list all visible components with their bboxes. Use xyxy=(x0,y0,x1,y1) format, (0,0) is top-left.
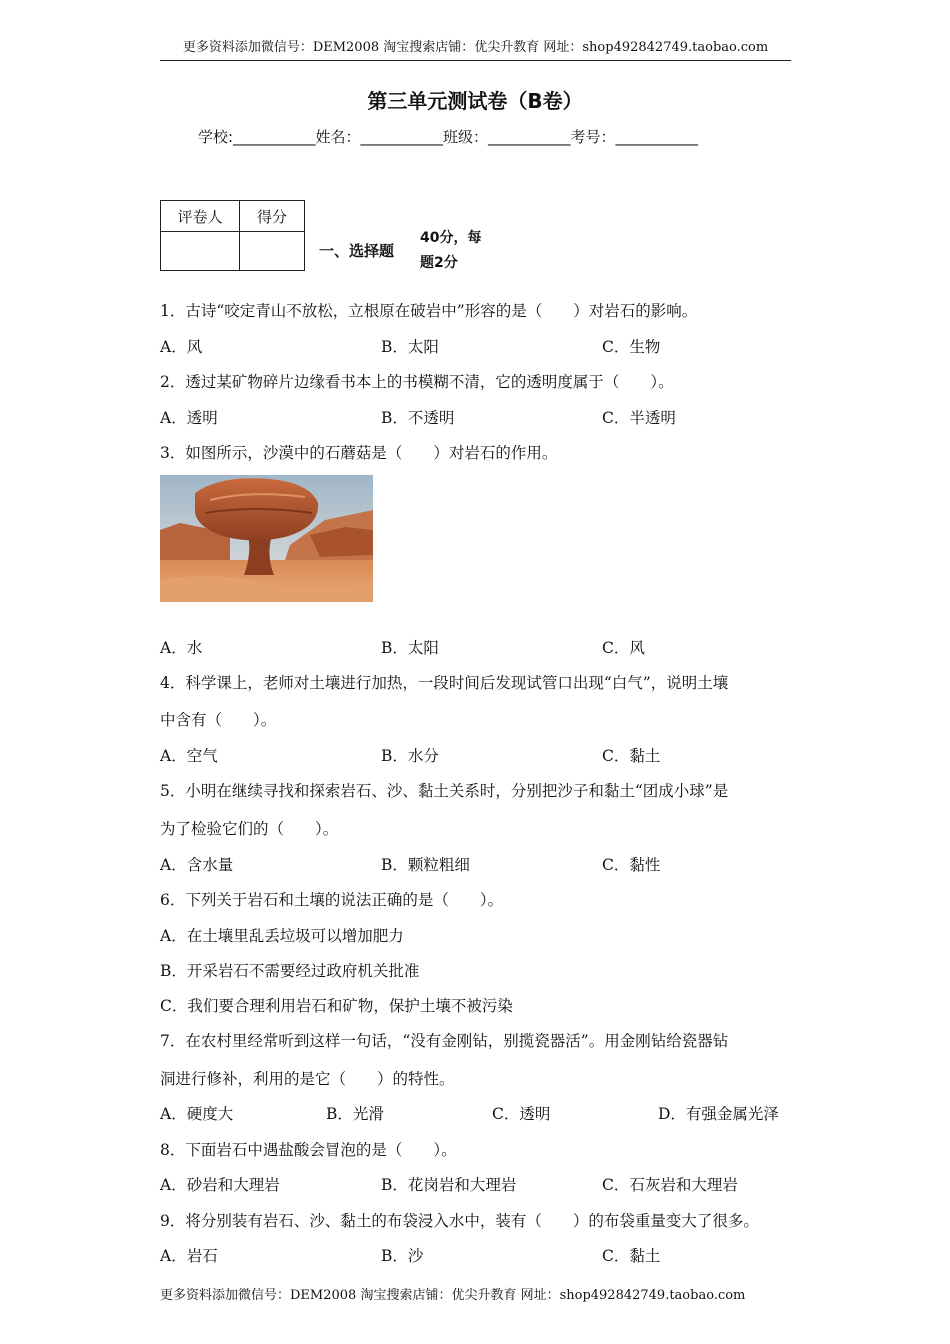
page-header: 更多资料添加微信号：DEM2008 淘宝搜索店铺：优尖升教育 网址：shop492842749.taobao.com xyxy=(160,38,791,61)
q3-option-c[interactable]: C．风 xyxy=(602,639,645,657)
question-2: 2．透过某矿物碎片边缘看书本上的书模糊不清，它的透明度属于（ ）。 xyxy=(160,373,674,391)
q8-option-b[interactable]: B．花岗岩和大理岩 xyxy=(381,1176,517,1194)
q7-option-c[interactable]: C．透明 xyxy=(492,1105,551,1123)
score-table xyxy=(160,200,305,271)
rock-mushroom-illustration xyxy=(160,475,373,602)
score-label: 得分 xyxy=(240,201,305,232)
question-9: 9．将分别装有岩石、沙、黏土的布袋浸入水中，装有（ ）的布袋重量变大了很多。 xyxy=(160,1212,759,1230)
q3-option-a[interactable]: A．水 xyxy=(160,639,203,657)
page-title: 第三单元测试卷（B卷） xyxy=(367,89,583,113)
question-3: 3．如图所示，沙漠中的石蘑菇是（ ）对岩石的作用。 xyxy=(160,444,558,462)
section-title: 一、选择题 xyxy=(319,242,395,260)
q5-option-a[interactable]: A．含水量 xyxy=(160,856,234,874)
q2-option-c[interactable]: C．半透明 xyxy=(602,409,676,427)
q9-option-c[interactable]: C．黏土 xyxy=(602,1247,661,1265)
q3-option-b[interactable]: B．太阳 xyxy=(381,639,439,657)
question-1: 1．古诗“咬定青山不放松，立根原在破岩中”形容的是（ ）对岩石的影响。 xyxy=(160,302,698,320)
score-cell[interactable] xyxy=(240,232,305,271)
q4-option-b[interactable]: B．水分 xyxy=(381,747,439,765)
section-note xyxy=(420,226,500,276)
grader-label: 评卷人 xyxy=(161,201,240,232)
question-6: 6．下列关于岩石和土壤的说法正确的是（ ）。 xyxy=(160,891,504,909)
q4-option-a[interactable]: A．空气 xyxy=(160,747,218,765)
question-5-line-2: 为了检验它们的（ ）。 xyxy=(160,820,339,838)
q9-option-a[interactable]: A．岩石 xyxy=(160,1247,218,1265)
q5-option-b[interactable]: B．颗粒粗细 xyxy=(381,856,470,874)
page-footer: 更多资料添加微信号：DEM2008 淘宝搜索店铺：优尖升教育 网址：shop492842749.taobao.com xyxy=(160,1288,746,1303)
q4-option-c[interactable]: C．黏土 xyxy=(602,747,661,765)
q8-option-c[interactable]: C．石灰岩和大理岩 xyxy=(602,1176,738,1194)
q7-option-d[interactable]: D．有强金属光泽 xyxy=(658,1105,779,1123)
question-5-line-1: 5．小明在继续寻找和探索岩石、沙、黏土关系时，分别把沙子和黏土“团成小球”是 xyxy=(160,782,729,800)
q6-option-c[interactable]: C．我们要合理利用岩石和矿物，保护土壤不被污染 xyxy=(160,997,513,1015)
question-8: 8．下面岩石中遇盐酸会冒泡的是（ ）。 xyxy=(160,1141,457,1159)
q5-option-c[interactable]: C．黏性 xyxy=(602,856,661,874)
q6-option-b[interactable]: B．开采岩石不需要经过政府机关批准 xyxy=(160,962,420,980)
q7-option-a[interactable]: A．硬度大 xyxy=(160,1105,234,1123)
q8-option-a[interactable]: A．砂岩和大理岩 xyxy=(160,1176,280,1194)
student-info-line: 学校:___________姓名：___________班级：___________考号：___________ xyxy=(198,128,699,146)
q2-option-a[interactable]: A．透明 xyxy=(160,409,218,427)
q9-option-b[interactable]: B．沙 xyxy=(381,1247,424,1265)
question-7-line-2: 洞进行修补，利用的是它（ ）的特性。 xyxy=(160,1070,455,1088)
question-4-line-2: 中含有（ ）。 xyxy=(160,711,277,729)
section-note-line2: 题2分 xyxy=(420,255,458,271)
section-note-line1: 40分，每 xyxy=(420,230,482,246)
question-4-line-1: 4．科学课上，老师对土壤进行加热，一段时间后发现试管口出现“白气”，说明土壤 xyxy=(160,674,729,692)
grader-cell[interactable] xyxy=(161,232,240,271)
q7-option-b[interactable]: B．光滑 xyxy=(326,1105,384,1123)
q1-option-c[interactable]: C．生物 xyxy=(602,338,661,356)
rock-mushroom-photo xyxy=(160,475,373,602)
q1-option-b[interactable]: B．太阳 xyxy=(381,338,439,356)
q1-option-a[interactable]: A．风 xyxy=(160,338,203,356)
q2-option-b[interactable]: B．不透明 xyxy=(381,409,455,427)
question-7-line-1: 7．在农村里经常听到这样一句话，“没有金刚钻，别揽瓷器活”。用金刚钻给瓷器钻 xyxy=(160,1032,729,1050)
q6-option-a[interactable]: A．在土壤里乱丢垃圾可以增加肥力 xyxy=(160,927,404,945)
